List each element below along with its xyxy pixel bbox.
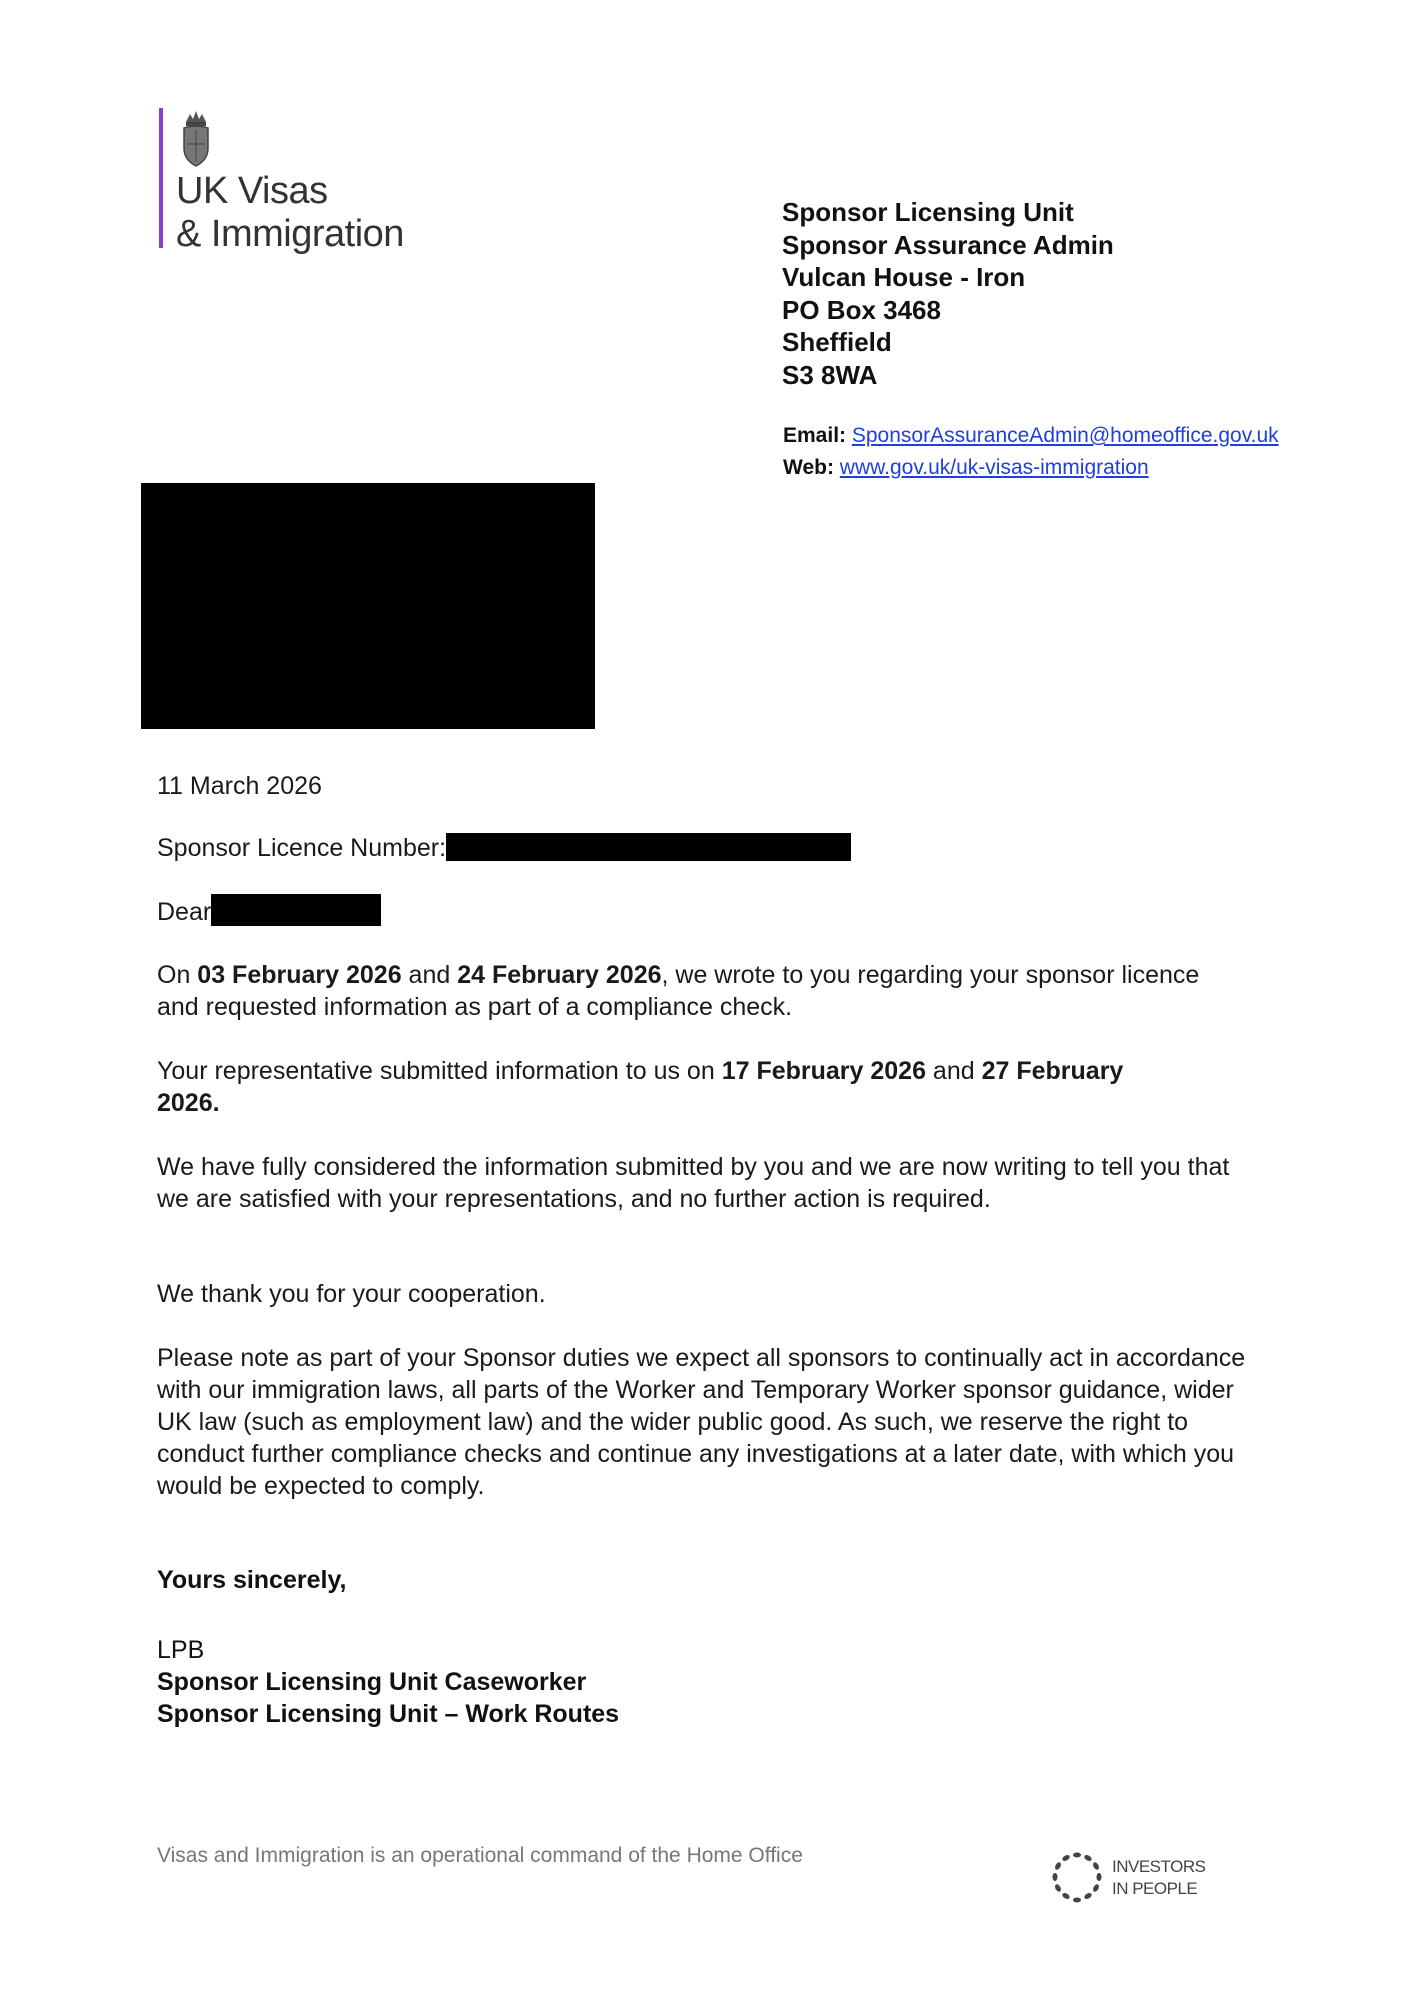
sender-address bbox=[782, 196, 1114, 391]
date-bold: 17 February 2026 bbox=[721, 1057, 926, 1085]
signatory-role: Sponsor Licensing Unit Caseworker bbox=[157, 1668, 587, 1696]
email-row bbox=[783, 420, 1279, 452]
letter-date: 11 March 2026 bbox=[157, 772, 322, 800]
licence-number-row bbox=[157, 832, 851, 864]
text: Your representative submitted information to us on bbox=[157, 1057, 722, 1085]
logo-line-1: UK Visas bbox=[176, 170, 328, 212]
signatory-unit: Sponsor Licensing Unit – Work Routes bbox=[157, 1700, 620, 1728]
redacted-recipient-name bbox=[211, 894, 381, 926]
date-bold: 27 February 2026. bbox=[157, 1057, 1124, 1117]
email-link[interactable]: SponsorAssuranceAdmin@homeoffice.gov.uk bbox=[851, 424, 1279, 447]
licence-number-label: Sponsor Licence Number: bbox=[157, 834, 447, 862]
address-line: Sponsor Assurance Admin bbox=[782, 229, 1114, 260]
paragraph-outcome: We have fully considered the information submitted by you and we are now writing to tell you that we are satisfied with your representations, and no further action is required. bbox=[157, 1153, 1230, 1213]
iip-line-2: IN PEOPLE bbox=[1112, 1879, 1198, 1898]
date-bold: 24 February 2026 bbox=[457, 961, 662, 989]
web-row bbox=[783, 452, 1279, 484]
paragraph-representative-submission bbox=[157, 1055, 1157, 1119]
text: and bbox=[925, 1057, 982, 1085]
investors-in-people-logo-text bbox=[1112, 1856, 1205, 1900]
redacted-licence-number bbox=[446, 833, 851, 861]
redacted-recipient-address bbox=[141, 483, 595, 729]
address-line: Sponsor Licensing Unit bbox=[782, 197, 1074, 227]
logo-accent-bar bbox=[159, 108, 163, 248]
signatory-name: LPB bbox=[157, 1636, 205, 1664]
address-line: Sheffield bbox=[782, 327, 892, 357]
web-label: Web: bbox=[783, 456, 834, 479]
text: On bbox=[157, 961, 198, 989]
paragraph-sponsor-duties: Please note as part of your Sponsor duties we expect all sponsors to continually act in accordance with our immigration laws, all parts of the Worker and Temporary Worker sponsor guidance, wider UK law (such as employment law) and the wider public good. As such, we reserve the right to conduct further compliance checks and continue any investigations at a later date, with which you would be expected to comply. bbox=[157, 1344, 1246, 1500]
address-line: PO Box 3468 bbox=[782, 294, 941, 325]
signature-block bbox=[157, 1634, 619, 1730]
footer-statement: Visas and Immigration is an operational command of the Home Office bbox=[157, 1844, 803, 1867]
paragraph-thanks: We thank you for your cooperation. bbox=[157, 1280, 546, 1308]
address-line: S3 8WA bbox=[782, 359, 878, 390]
salutation-text: Dear bbox=[157, 898, 212, 926]
laurel-wreath-icon bbox=[1048, 1849, 1106, 1907]
address-line: Vulcan House - Iron bbox=[782, 262, 1026, 292]
email-label: Email: bbox=[783, 424, 847, 447]
logo-line-2: & Immigration bbox=[176, 213, 404, 255]
text: , we wrote to you regarding your sponsor licence and requested information as part of a compliance check. bbox=[157, 961, 1200, 1021]
contact-details bbox=[783, 420, 1279, 484]
salutation bbox=[157, 894, 381, 928]
date-bold: 03 February 2026 bbox=[197, 961, 402, 989]
closing: Yours sincerely, bbox=[157, 1566, 347, 1594]
text: and bbox=[401, 961, 458, 989]
paragraph-previous-correspondence bbox=[157, 959, 1237, 1023]
iip-line-1: INVESTORS bbox=[1112, 1857, 1206, 1876]
logo-wordmark bbox=[176, 170, 404, 256]
royal-crest-icon bbox=[178, 108, 214, 170]
web-link[interactable]: www.gov.uk/uk-visas-immigration bbox=[839, 456, 1149, 479]
